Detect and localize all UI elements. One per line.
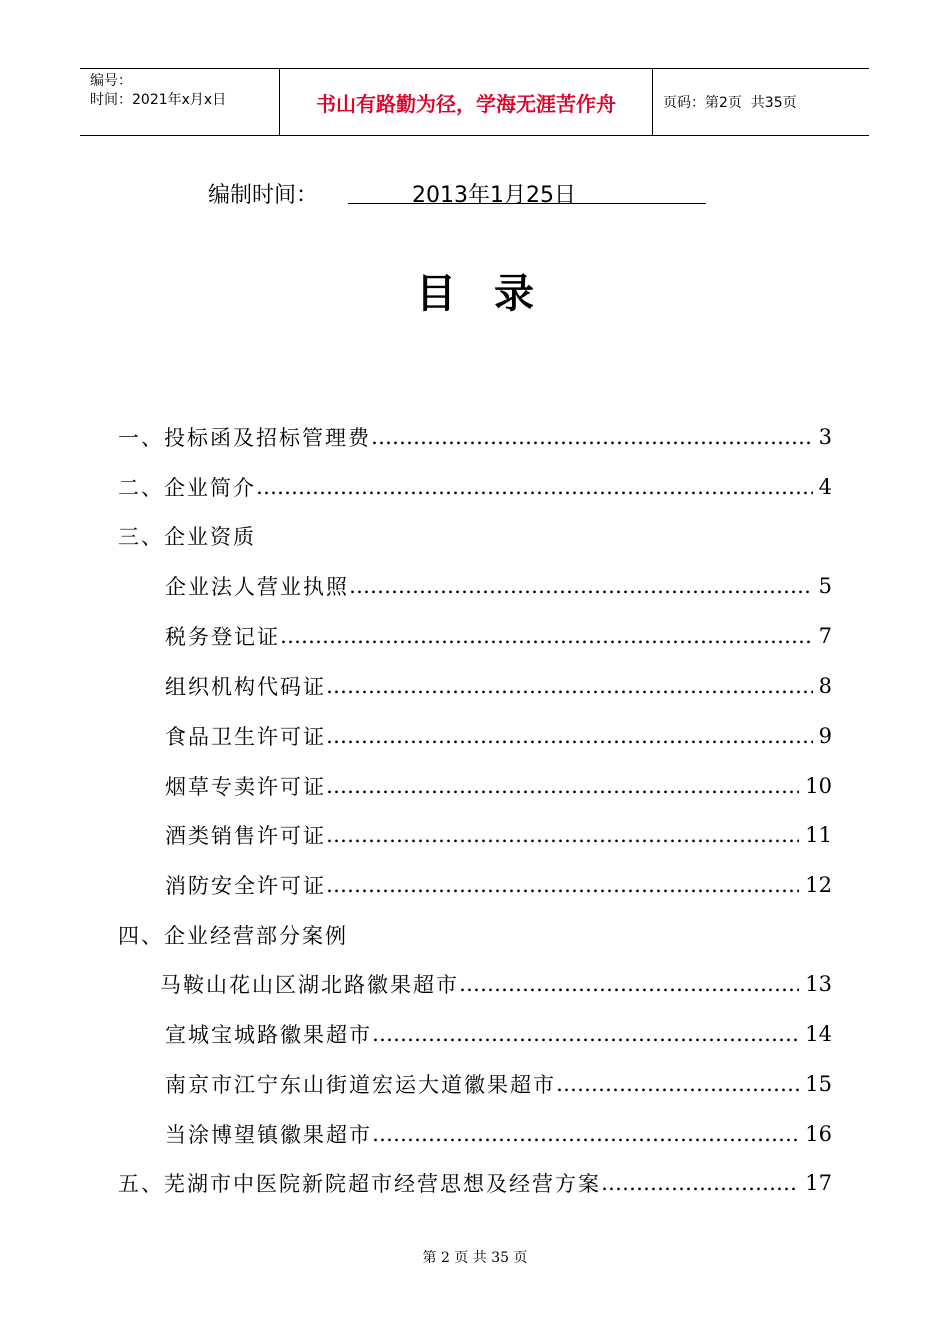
- toc-entry-title: 四、企业经营部分案例: [118, 924, 348, 948]
- toc-title: 目录: [416, 271, 572, 317]
- toc-entry[interactable]: [165, 621, 832, 651]
- toc-entry-title: 消防安全许可证: [165, 874, 326, 898]
- toc-leader-dots: [326, 873, 799, 897]
- toc-entry-page: 5: [818, 574, 832, 598]
- toc-entry[interactable]: [165, 771, 832, 801]
- header-time-label: 时间：2021年x月x日: [90, 92, 227, 108]
- toc-entry-title: 企业法人营业执照: [165, 575, 349, 599]
- toc-entry-page: 4: [818, 475, 832, 499]
- toc-entry[interactable]: [165, 1069, 832, 1099]
- toc-entry[interactable]: [165, 1119, 832, 1149]
- toc-leader-dots: [256, 475, 813, 499]
- toc-entry[interactable]: [118, 1168, 832, 1198]
- toc-entry-title: 马鞍山花山区湖北路徽果超市: [160, 973, 459, 997]
- header-page-label: 页码：第2页 共35页: [663, 95, 797, 111]
- toc-leader-dots: [326, 774, 799, 798]
- toc-leader-dots: [349, 574, 813, 598]
- toc-entry-page: 10: [805, 774, 832, 798]
- toc-entry[interactable]: [165, 671, 832, 701]
- toc-leader-dots: [371, 425, 813, 449]
- compile-time: [208, 174, 708, 210]
- toc-section-heading: [118, 920, 832, 950]
- toc-leader-dots: [326, 674, 813, 698]
- toc-entry[interactable]: [165, 721, 832, 751]
- header-meta: [80, 69, 280, 135]
- toc-entry[interactable]: [165, 820, 832, 850]
- toc-entry[interactable]: [165, 870, 832, 900]
- toc-entry-page: 16: [805, 1122, 832, 1146]
- toc-entry[interactable]: [118, 472, 832, 502]
- toc-entry-title: 税务登记证: [165, 625, 280, 649]
- page-footer: 第 2 页 共 35 页: [422, 1250, 528, 1266]
- toc-leader-dots: [459, 972, 799, 996]
- toc-entry-page: 14: [805, 1022, 832, 1046]
- toc-entry-page: 17: [805, 1171, 832, 1195]
- document-header: [80, 68, 869, 136]
- toc-leader-dots: [556, 1072, 799, 1096]
- toc-entry[interactable]: [165, 1019, 832, 1049]
- toc-entry-title: 烟草专卖许可证: [165, 775, 326, 799]
- toc-entry-title: 南京市江宁东山街道宏运大道徽果超市: [165, 1073, 556, 1097]
- toc-entry-title: 当涂博望镇徽果超市: [165, 1123, 372, 1147]
- toc-entry-title: 宣城宝城路徽果超市: [165, 1023, 372, 1047]
- compile-time-field: [348, 174, 706, 208]
- compile-time-value: 2013年1月25日: [412, 183, 576, 208]
- toc-leader-dots: [601, 1171, 799, 1195]
- header-number-label: 编号：: [90, 73, 132, 89]
- toc-leader-dots: [280, 624, 813, 648]
- toc-entry[interactable]: [160, 969, 832, 999]
- toc-entry-title: 三、企业资质: [118, 525, 256, 549]
- toc-entry-page: 3: [818, 425, 832, 449]
- toc-leader-dots: [372, 1122, 799, 1146]
- header-page-info: [653, 69, 869, 135]
- toc-entry-title: 酒类销售许可证: [165, 824, 326, 848]
- toc-entry-title: 五、芜湖市中医院新院超市经营思想及经营方案: [118, 1172, 601, 1196]
- toc-entry-title: 二、企业简介: [118, 476, 256, 500]
- toc-leader-dots: [326, 724, 813, 748]
- toc-entry-title: 一、投标函及招标管理费: [118, 426, 371, 450]
- toc-entry-page: 11: [805, 823, 832, 847]
- toc-entry-page: 8: [818, 674, 832, 698]
- header-motto: 书山有路勤为径，学海无涯苦作舟: [280, 69, 653, 135]
- toc-entry-page: 13: [805, 972, 832, 996]
- toc-entry[interactable]: [165, 571, 832, 601]
- toc-leader-dots: [326, 823, 799, 847]
- toc-entry-title: 组织机构代码证: [165, 675, 326, 699]
- toc-section-heading: [118, 521, 832, 551]
- toc-entry-page: 15: [805, 1072, 832, 1096]
- toc-entry-page: 12: [805, 873, 832, 897]
- toc-entry-page: 7: [818, 624, 832, 648]
- toc-entry-page: 9: [818, 724, 832, 748]
- toc-entry[interactable]: [118, 422, 832, 452]
- toc-leader-dots: [372, 1022, 799, 1046]
- toc-entry-title: 食品卫生许可证: [165, 725, 326, 749]
- compile-time-label: 编制时间：: [208, 183, 319, 208]
